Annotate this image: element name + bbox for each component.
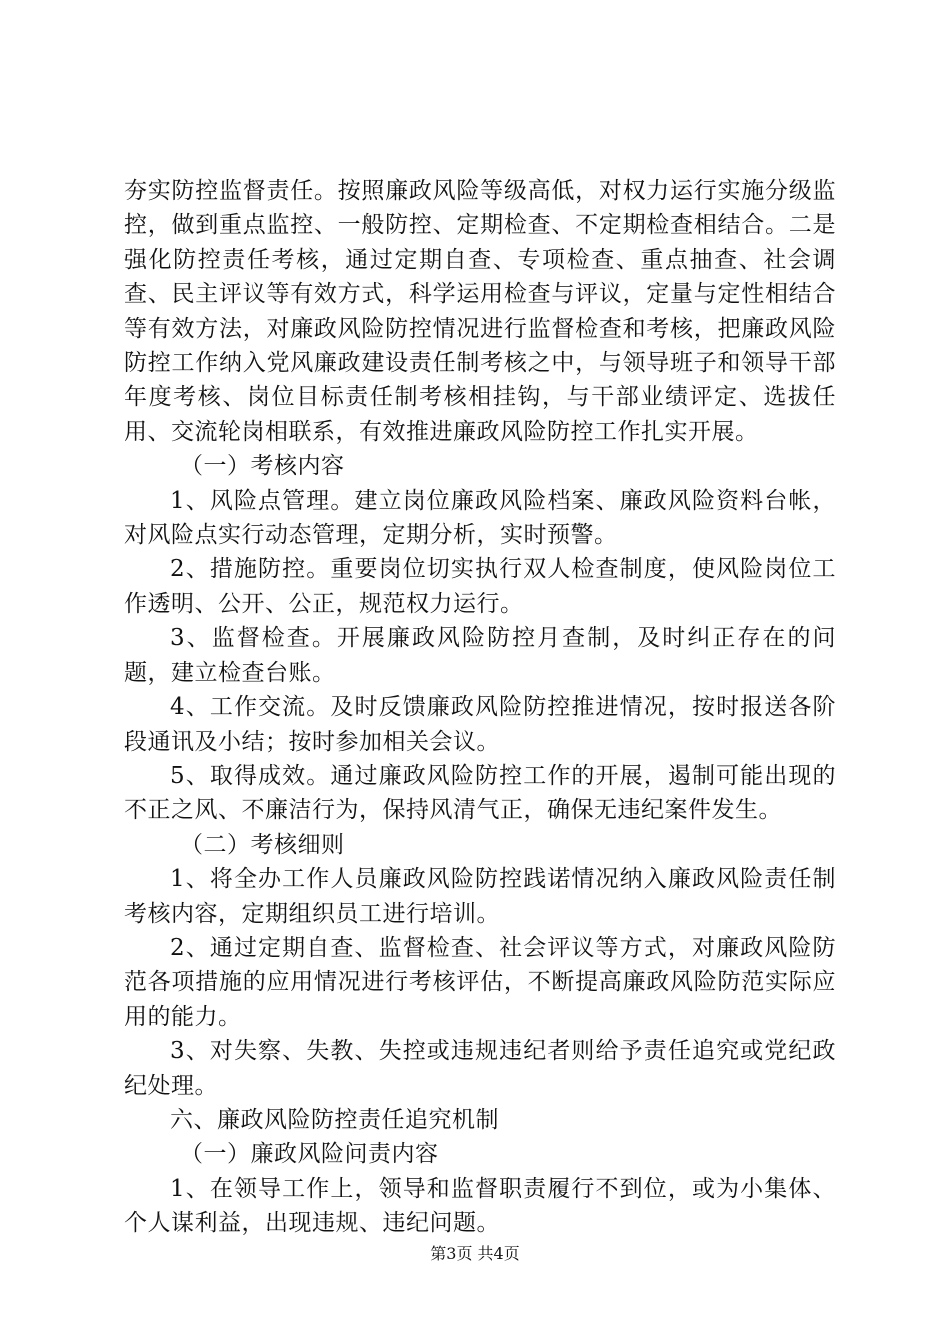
section-heading: （二）考核细则 bbox=[180, 831, 345, 858]
section-heading: （一）廉政风险问责内容 bbox=[180, 1141, 439, 1168]
section-heading: 六、廉政风险防控责任追究机制 bbox=[170, 1106, 499, 1133]
page-number-label: 第3页 共4页 bbox=[430, 1244, 520, 1263]
page-footer bbox=[0, 1244, 950, 1264]
paragraph: 1、在领导工作上，领导和监督职责履行不到位，或为小集体、个人谋利益，出现违规、违纪问题。 bbox=[124, 1175, 836, 1237]
paragraph: 3、监督检查。开展廉政风险防控月查制，及时纠正存在的问题，建立检查台账。 bbox=[124, 625, 836, 686]
paragraph: 5、取得成效。通过廉政风险防控工作的开展，遏制可能出现的不正之风、不廉洁行为，保持风清气正，确保无违纪案件发生。 bbox=[124, 762, 836, 824]
paragraph: 1、将全办工作人员廉政风险防控践诺情况纳入廉政风险责任制考核内容，定期组织员工进行培训。 bbox=[124, 866, 836, 927]
paragraph: 1、风险点管理。建立岗位廉政风险档案、廉政风险资料台帐，对风险点实行动态管理，定期分析，实时预警。 bbox=[124, 487, 836, 549]
paragraph: 2、通过定期自查、监督检查、社会评议等方式，对廉政风险防范各项措施的应用情况进行考核评估，不断提高廉政风险防范实际应用的能力。 bbox=[124, 934, 836, 1030]
paragraph: 2、措施防控。重要岗位切实执行双人检查制度，使风险岗位工作透明、公开、公正，规范权力运行。 bbox=[124, 556, 836, 617]
paragraph: 夯实防控监督责任。按照廉政风险等级高低，对权力运行实施分级监控，做到重点监控、一般防控、定期检查、不定期检查相结合。二是强化防控责任考核，通过定期自查、专项检查、重点抽查、社会调查、民主评议等有效方式，科学运用检查与评议，定量与定性相结合等有效方法，对廉政风险防控情况进行监督检查和考核，把廉政风险防控工作纳入党风廉政建设责任制考核之中，与领导班子和领导干部年度考核、岗位目标责任制考核相挂钩，与干部业绩评定、选拔任用、交流轮岗相联系，有效推进廉政风险防控工作扎实开展。 bbox=[124, 178, 836, 445]
document-body bbox=[124, 174, 836, 1241]
paragraph: 3、对失察、失教、失控或违规违纪者则给予责任追究或党纪政纪处理。 bbox=[124, 1038, 836, 1099]
paragraph: 4、工作交流。及时反馈廉政风险防控推进情况，按时报送各阶段通讯及小结；按时参加相关会议。 bbox=[124, 694, 836, 755]
section-heading: （一）考核内容 bbox=[180, 453, 345, 480]
